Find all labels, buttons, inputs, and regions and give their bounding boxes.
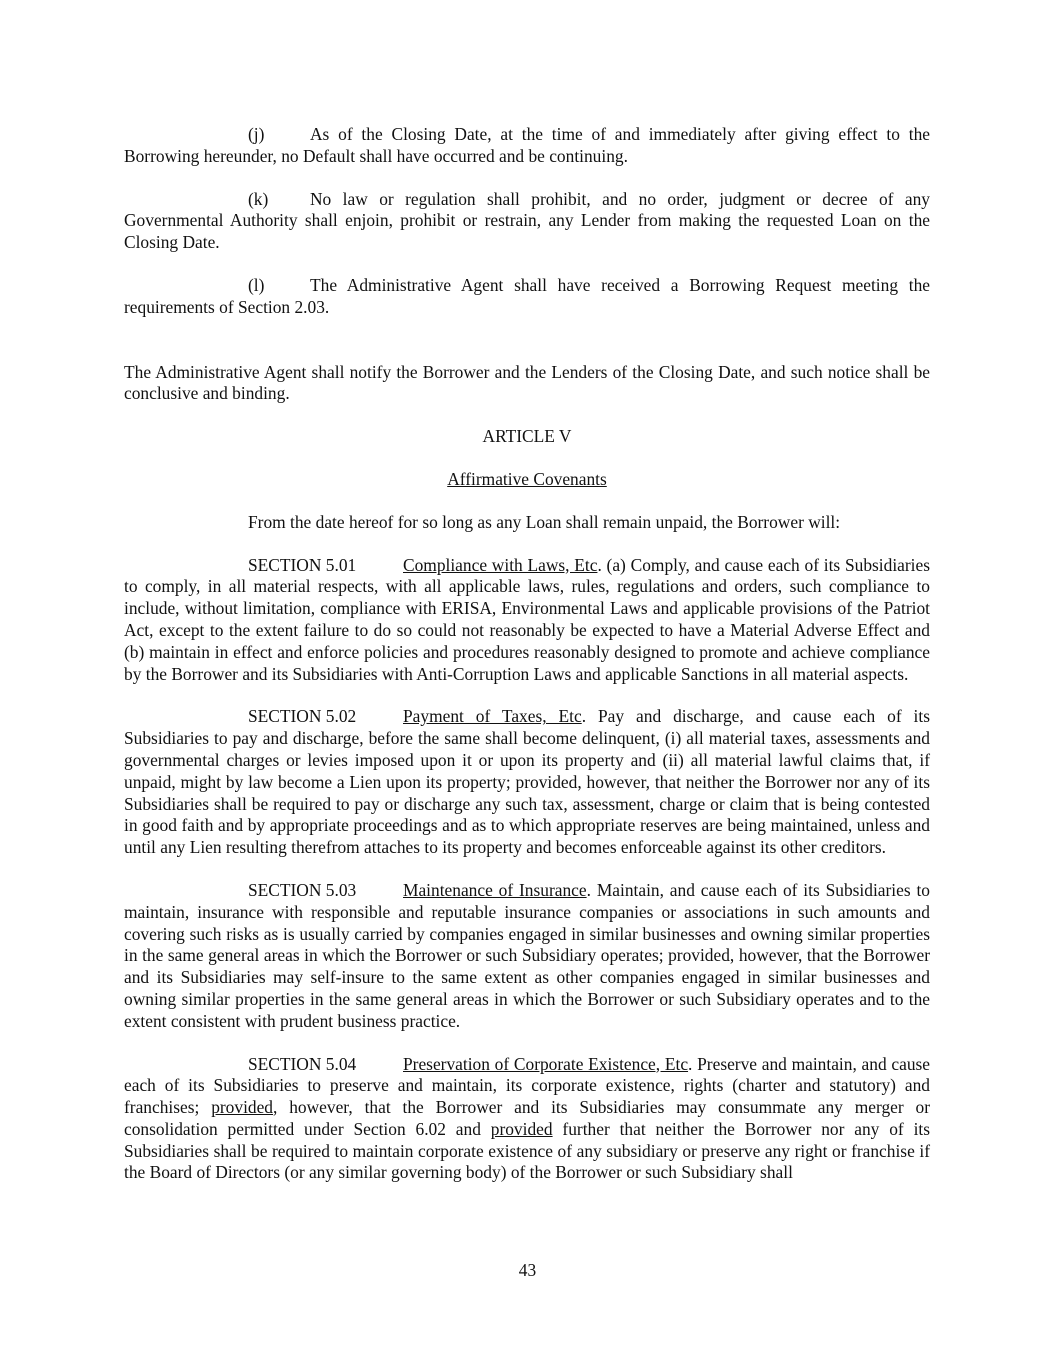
item-label: (l) — [248, 274, 265, 295]
section-number: SECTION 5.01 — [248, 554, 357, 575]
section-5-02 — [124, 706, 930, 859]
section-number: SECTION 5.02 — [248, 706, 357, 727]
item-label: (k) — [248, 188, 269, 209]
item-j — [124, 124, 930, 168]
section-heading: Preservation of Corporate Existence, Etc — [403, 1053, 689, 1074]
article-title — [124, 469, 930, 491]
item-text: As of the Closing Date, at the time of and immediately after giving effect to the Borrowing hereunder, no Default shall have occurred and be continuing. — [124, 124, 930, 166]
item-text: No law or regulation shall prohibit, and no order, judgment or decree of any Governmental Authority shall enjoin, prohibit or restrain, any Lender from making the requested Loan on the Closing Date. — [124, 188, 930, 253]
section-heading: Payment of Taxes, Etc — [403, 706, 582, 727]
section-5-03 — [124, 880, 930, 1033]
section-text: . Preserve and maintain, and cause each of its Subsidiaries to preserve and maintain, its corporate existence, rights (charter and statutory) and franchises; — [124, 1053, 931, 1118]
item-l — [124, 275, 930, 319]
section-number: SECTION 5.03 — [248, 879, 357, 900]
section-5-01 — [124, 555, 930, 686]
section-heading: Compliance with Laws, Etc — [403, 554, 598, 575]
section-heading: Maintenance of Insurance — [403, 879, 587, 900]
page-content — [124, 124, 930, 1184]
section-text: , however, that the Borrower and its Subsidiaries may consummate any merger or consolidation permitted under Section 6.02 and — [124, 1097, 930, 1139]
covenants-intro: From the date hereof for so long as any Loan shall remain unpaid, the Borrower will: — [248, 511, 841, 532]
section-text: . Pay and discharge, and cause each of its Subsidiaries to pay and discharge, before the same shall become delinquent, (i) all material taxes, assessments and governmental charges or levies imposed upon it or upon its property and (ii) all material lawful claims that, if unpaid, might by law become a Lien upon its property; provided, however, that neither the Borrower nor any of its Subsidiaries shall be required to pay or discharge any such tax, assessment, charge or claim that is being contested in good faith and by appropriate proceedings and as to which appropriate reserves are being maintained, unless and until any Lien resulting therefrom attaches to its property and becomes enforceable against its other creditors. — [124, 706, 930, 858]
item-k — [124, 189, 930, 254]
page-number: 43 — [518, 1260, 537, 1280]
closing-notice-paragraph: The Administrative Agent shall notify the Borrower and the Lenders of the Closing Date, and such notice shall be conclusive and binding. — [124, 361, 930, 404]
section-number: SECTION 5.04 — [248, 1053, 357, 1074]
item-text: The Administrative Agent shall have received a Borrowing Request meeting the requirements of Section 2.03. — [124, 274, 930, 317]
section-5-04 — [124, 1054, 930, 1185]
section-text: . Maintain, and cause each of its Subsidiaries to maintain, insurance with responsible and reputable insurance companies or associations in such amounts and covering such risks as is usually carried by companies engaged in similar businesses and owning similar properties in the same general areas in which the Borrower or such Subsidiary operates; provided, however, that the Borrower and its Subsidiaries may self-insure to the same extent as other companies engaged in similar businesses and owning similar properties in the same general areas in which the Borrower or such Subsidiary operates and to the extent consistent with prudent business practice. — [124, 879, 930, 1031]
provided-term: provided — [211, 1097, 274, 1118]
section-text: further that neither the Borrower nor any of its Subsidiaries shall be required to maintain corporate existence of any subsidiary or preserve any right or franchise if the Board of Directors (or any similar governing body) of the Borrower or such Subsidiary shall — [124, 1118, 930, 1183]
provided-term: provided — [490, 1118, 553, 1139]
article-number: ARTICLE V — [482, 426, 572, 447]
article-title-text: Affirmative Covenants — [447, 468, 607, 489]
item-label: (j) — [248, 124, 265, 144]
section-text: . (a) Comply, and cause each of its Subsidiaries to comply, in all material respects, with all applicable laws, rules, regulations and orders, such compliance to include, without limitation, compliance with ERISA, Environmental Laws and applicable provisions of the Patriot Act, except to the extent failure to do so could not reasonably be expected to have a Material Adverse Effect and (b) maintain in effect and enforce policies and procedures reasonably designed to promote and achieve compliance by the Borrower and its Subsidiaries with Anti-Corruption Laws and applicable Sanctions in all material aspects. — [124, 554, 930, 684]
